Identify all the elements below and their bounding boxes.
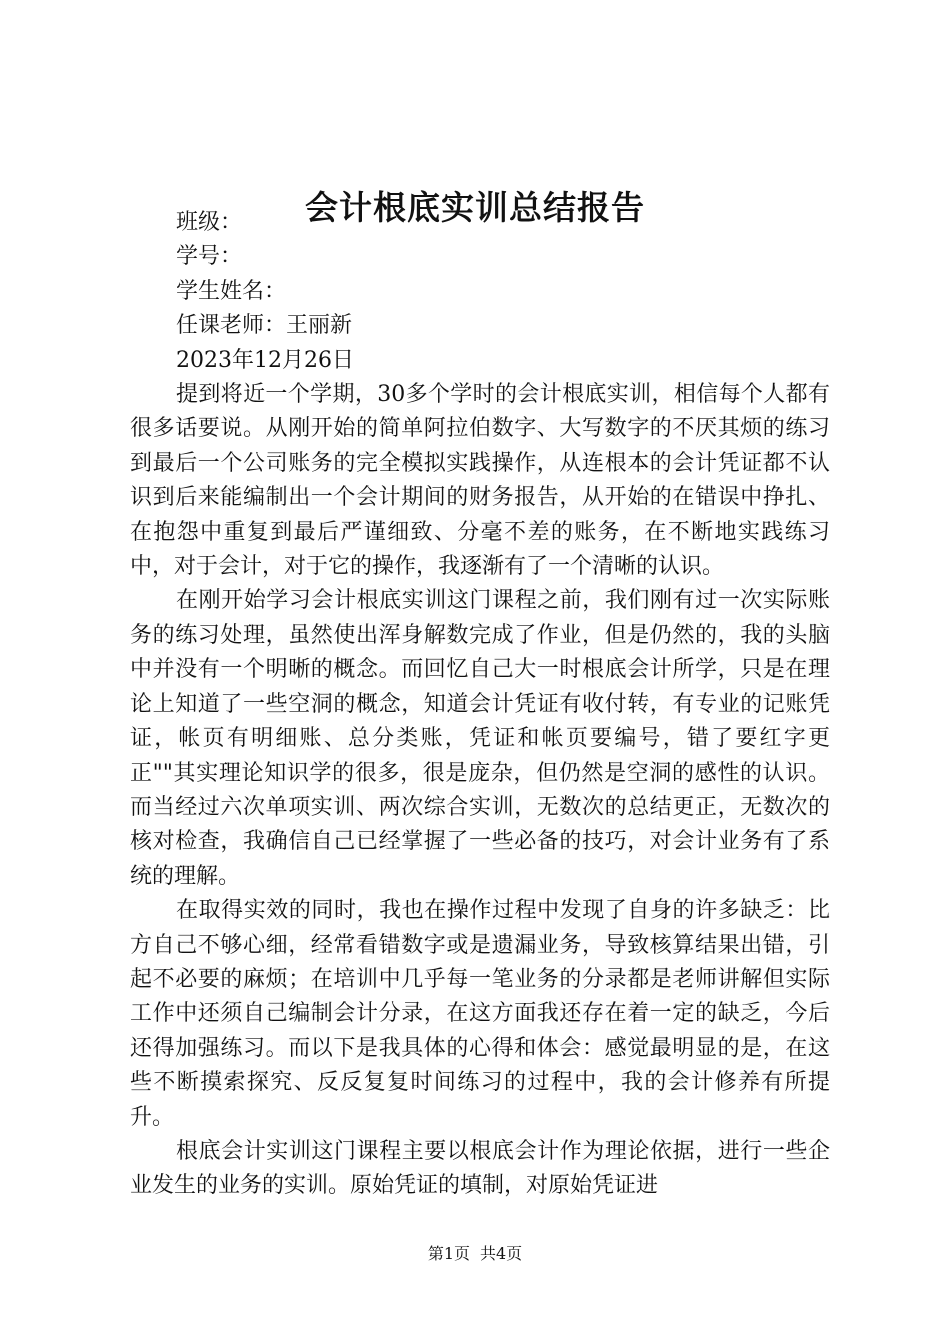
paragraph: 根底会计实训这门课程主要以根底会计作为理论依据，进行一些企业发生的业务的实训。原始凭证的填制，对原始凭证进 [130,1138,830,1199]
report-date: 2023年12月26日 [176,347,354,373]
class-label: 班级： [176,210,243,235]
document-title: 会计根底实训总结报告 [305,188,645,227]
document-body [130,206,830,1204]
page-number: 第1页 [427,1244,470,1263]
student-id-label: 学号： [176,244,243,270]
teacher-line: 任课老师：王丽新 [176,313,353,339]
paragraph: 在刚开始学习会计根底实训这门课程之前，我们刚有过一次实际账务的练习处理，虽然使出浑身解数完成了作业，但是仍然的，我的头脑中并没有一个明晰的概念。而回忆自己大一时根底会计所学，只是在理论上知道了一些空洞的概念，知道会计凭证有收付转，有专业的记账凭证，帐页有明细账、总分类账，凭证和帐页要编号，错了要红字更正""其实理论知识学的很多，很是庞杂，但仍然是空洞的感性的认识。而当经过六次单项实训、两次综合实训，无数次的总结更正，无数次的核对检查，我确信自己已经掌握了一些必备的技巧，对会计业务有了系统的理解。 [130,588,830,889]
paragraph: 在取得实效的同时，我也在操作过程中发现了自身的许多缺乏：比方自己不够心细，经常看错数字或是遗漏业务，导致核算结果出错，引起不必要的麻烦；在培训中几乎每一笔业务的分录都是老师讲解但实际工作中还须自己编制会计分录，在这方面我还存在着一定的缺乏，今后还得加强练习。而以下是我具体的心得和体会：感觉最明显的是，在这些不断摸索探究、反反复复时间练习的过程中，我的会计修养有所提升。 [130,898,830,1130]
student-name-label: 学生姓名： [176,278,287,304]
page-footer [0,1242,950,1266]
paragraph: 提到将近一个学期，30多个学时的会计根底实训，相信每个人都有很多话要说。从刚开始的简单阿拉伯数字、大写数字的不厌其烦的练习到最后一个公司账务的完全模拟实践操作，从连根本的会计凭证都不认识到后来能编制出一个会计期间的财务报告，从开始的在错误中挣扎、在抱怨中重复到最后严谨细致、分毫不差的账务，在不断地实践练习中，对于会计，对于它的操作，我逐渐有了一个清晰的认识。 [130,382,830,580]
page-total: 共4页 [480,1244,523,1263]
